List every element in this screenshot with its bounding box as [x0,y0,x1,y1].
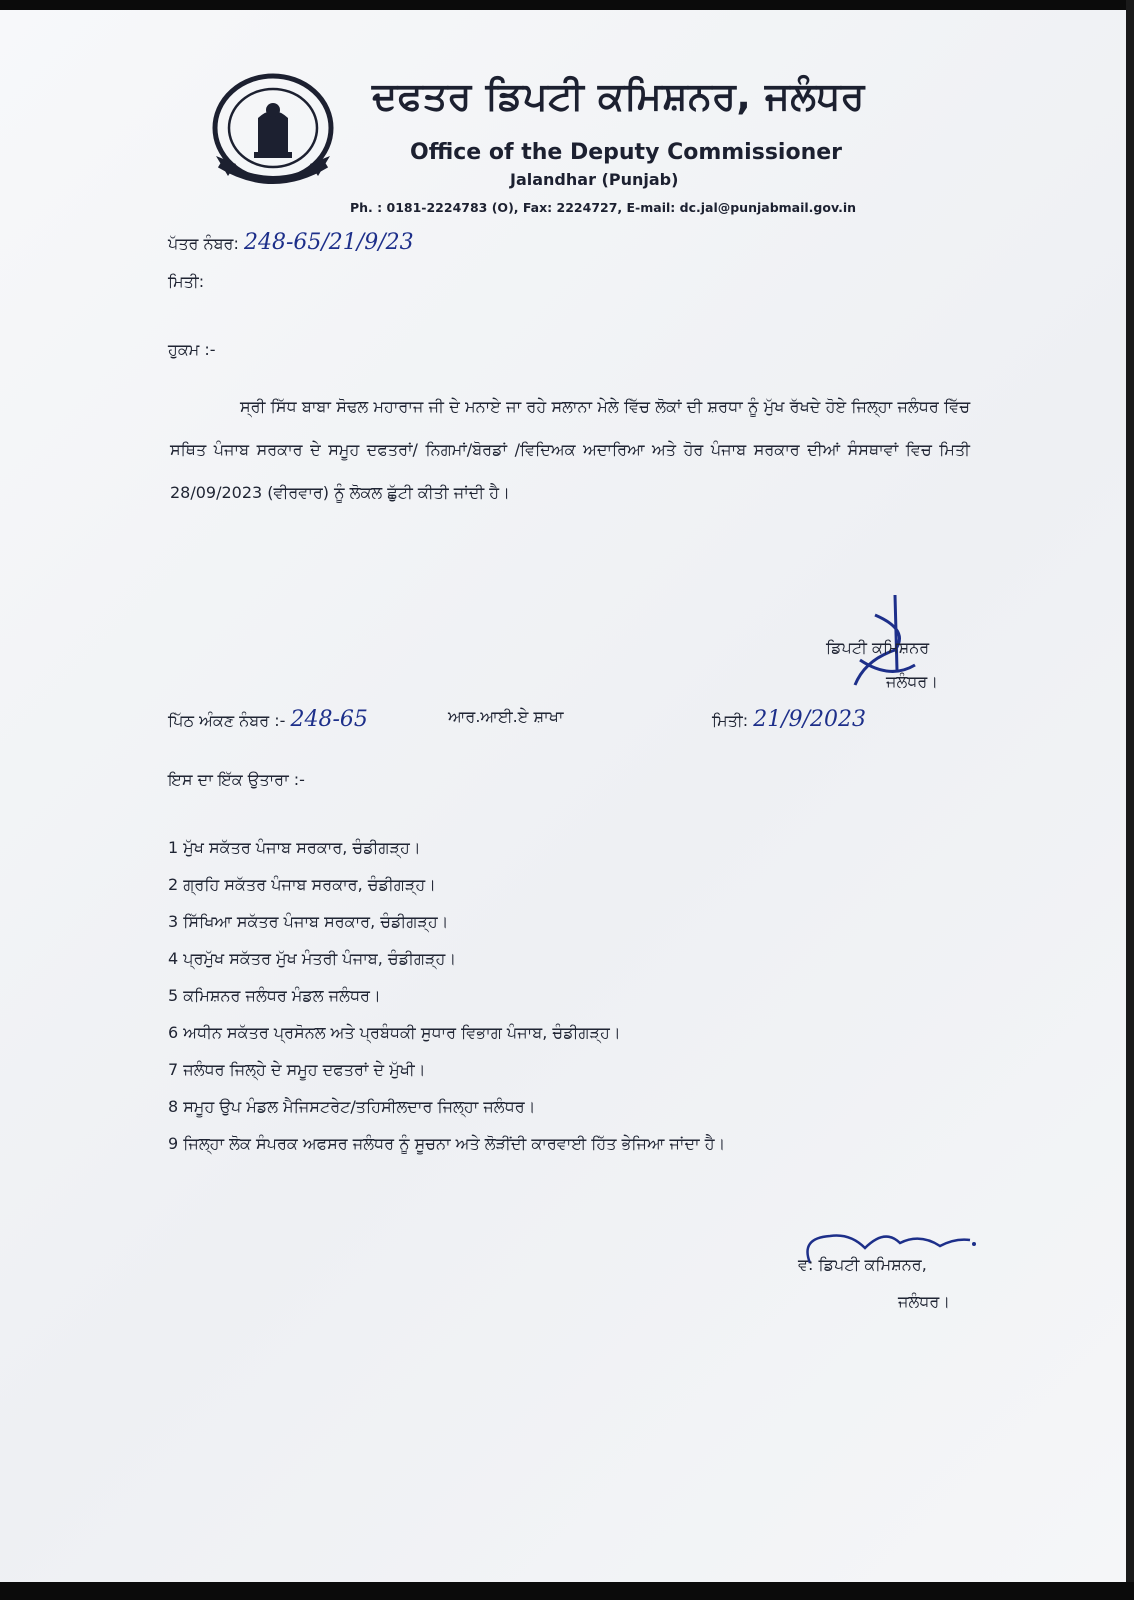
recipient-list [168,838,725,1171]
contact-details: Ph. : 0181-2224783 (O), Fax: 2224727, E-mail: dc.jal@punjabmail.gov.in [350,200,857,215]
government-emblem-seal-icon [206,68,340,192]
signatory-title: ਡਿਪਟੀ ਕਮਿਸ਼ਨਰ [826,638,930,657]
reference-number-line [168,230,414,255]
list-item: 1 ਮੁੱਖ ਸਕੱਤਰ ਪੰਜਾਬ ਸਰਕਾਰ, ਚੰਡੀਗੜ੍ਹ। [168,838,421,857]
copy-heading: ਇਸ ਦਾ ਇੱਕ ਉਤਾਰਾ :- [168,770,305,789]
second-signatory-title: ਵ: ਡਿਪਟੀ ਕਮਿਸ਼ਨਰ, [798,1255,927,1274]
list-item: 8 ਸਮੂਹ ਉਪ ਮੰਡਲ ਮੈਜਿਸਟਰੇਟ/ਤਹਿਸੀਲਦਾਰ ਜਿਲ੍ਹਾ ਜਲੰਧਰ। [168,1097,536,1116]
list-item: 6 ਅਧੀਨ ਸਕੱਤਰ ਪ੍ਰਸੋਨਲ ਅਤੇ ਪ੍ਰਬੰਧਕੀ ਸੁਧਾਰ ਵਿਭਾਗ ਪੰਜਾਬ, ਚੰਡੀਗੜ੍ਹ। [168,1023,621,1042]
list-item: 4 ਪ੍ਰਮੁੱਖ ਸਕੱਤਰ ਮੁੱਖ ਮੰਤਰੀ ਪੰਜਾਬ, ਚੰਡੀਗੜ੍ਹ। [168,949,457,968]
order-heading: ਹੁਕਮ :- [168,340,216,359]
reference-value-handwritten: 248-65/21/9/23 [243,230,414,255]
endorsement-number-handwritten: 248-65 [290,707,368,732]
date-label: ਮਿਤੀ: [168,272,205,291]
branch-name: ਆਰ.ਆਈ.ਏ ਸ਼ਾਖਾ [448,707,564,726]
list-item: 7 ਜਲੰਧਰ ਜਿਲ੍ਹੇ ਦੇ ਸਮੂਹ ਦਫਤਰਾਂ ਦੇ ਮੁੱਖੀ। [168,1060,426,1079]
screen-edge-right [1126,0,1134,1600]
endorsement-date [712,707,866,732]
list-item: 9 ਜਿਲ੍ਹਾ ਲੋਕ ਸੰਪਰਕ ਅਫਸਰ ਜਲੰਧਰ ਨੂੰ ਸੂਚਨਾ ਅਤੇ ਲੋੜੀਂਦੀ ਕਾਰਵਾਈ ਹਿੱਤ ਭੇਜਿਆ ਜਾਂਦਾ ਹੈ। [168,1134,726,1153]
endorsement-number-label: ਪਿੱਠ ਅੰਕਣ ਨੰਬਰ :- [168,711,286,730]
screen-edge-top [0,0,1134,10]
order-body-text: ਸ੍ਰੀ ਸਿੱਧ ਬਾਬਾ ਸੋਢਲ ਮਹਾਰਾਜ ਜੀ ਦੇ ਮਨਾਏ ਜਾ ਰਹੇ ਸਲਾਨਾ ਮੇਲੇ ਵਿੱਚ ਲੋਕਾਂ ਦੀ ਸ਼ਰਧਾ ਨੂੰ ਮੁੱਖ ਰੱਖਦੇ ਹੋਏ ਜਿਲ੍ਹਾ ਜਲੰਧਰ ਵਿੱਚ ਸਥਿਤ ਪੰਜਾਬ ਸਰਕਾਰ ਦੇ ਸਮੂਹ ਦਫਤਰਾਂ/ ਨਿਗਮਾਂ/ਬੋਰਡਾਂ /ਵਿਦਿਅਕ ਅਦਾਰਿਆ ਅਤੇ ਹੋਰ ਪੰਜਾਬ ਸਰਕਾਰ ਦੀਆਂ ਸੰਸਥਾਵਾਂ ਵਿਚ ਮਿਤੀ 28/09/2023 (ਵੀਰਵਾਰ) ਨੂੰ ਲੋਕਲ ਛੁੱਟੀ ਕੀਤੀ ਜਾਂਦੀ ਹੈ। [170,397,970,502]
list-item: 2 ਗ੍ਰਹਿ ਸਕੱਤਰ ਪੰਜਾਬ ਸਰਕਾਰ, ਚੰਡੀਗੜ੍ਹ। [168,875,436,894]
list-item: 5 ਕਮਿਸ਼ਨਰ ਜਲੰਧਰ ਮੰਡਲ ਜਲੰਧਰ। [168,986,381,1005]
office-title-punjabi: ਦਫਤਰ ਡਿਪਟੀ ਕਮਿਸ਼ਨਰ, ਜਲੰਧਰ [372,74,865,118]
screen-edge-bottom [0,1582,1134,1600]
endorsement-line [168,707,368,732]
document-page [0,10,1126,1582]
signatory-place: ਜਲੰਧਰ। [886,672,939,691]
office-title-english: Office of the Deputy Commissioner [410,140,842,165]
second-signatory-place: ਜਲੰਧਰ। [898,1292,951,1311]
endorsement-date-label: ਮਿਤੀ: [712,711,749,730]
reference-label: ਪੱਤਰ ਨੰਬਰ: [168,234,239,253]
list-item: 3 ਸਿੱਖਿਆ ਸਕੱਤਰ ਪੰਜਾਬ ਸਰਕਾਰ, ਚੰਡੀਗੜ੍ਹ। [168,912,449,931]
endorsement-date-handwritten: 21/9/2023 [753,707,867,732]
office-location: Jalandhar (Punjab) [510,170,679,189]
order-body [170,385,970,514]
